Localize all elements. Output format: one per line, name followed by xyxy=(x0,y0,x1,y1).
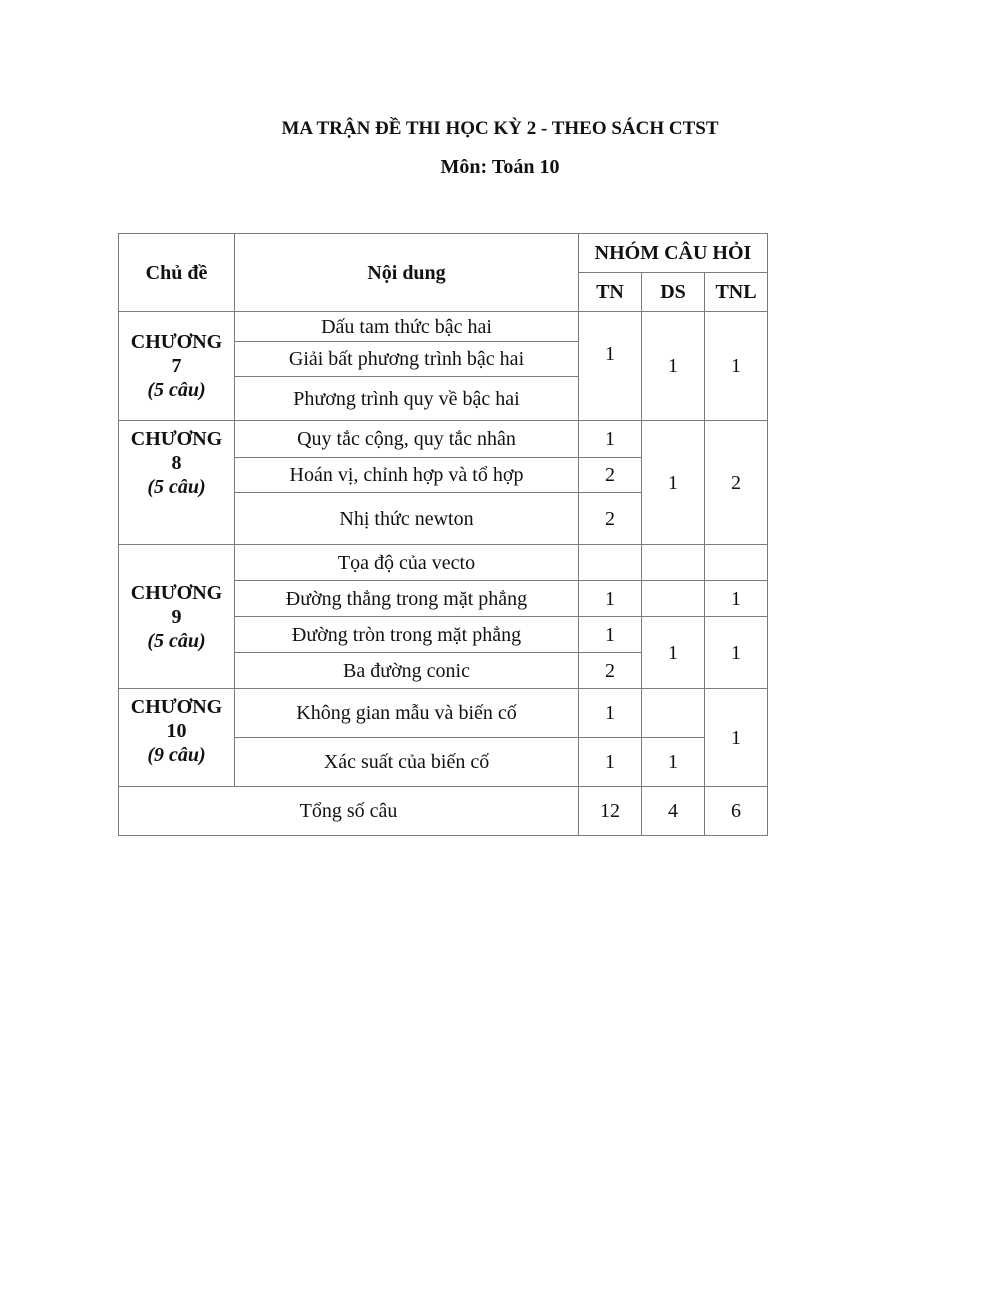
document-title: MA TRẬN ĐỀ THI HỌC KỲ 2 - THEO SÁCH CTST xyxy=(281,118,719,139)
chapter-name: CHƯƠNG xyxy=(130,696,223,718)
tn-cell: 2 xyxy=(579,458,642,493)
content-cell: Đường thẳng trong mặt phẳng xyxy=(235,581,579,617)
tn-cell: 1 xyxy=(579,581,642,617)
tnl-cell xyxy=(705,545,768,581)
chapter-name: CHƯƠNG xyxy=(130,331,223,353)
ds-cell: 1 xyxy=(642,738,705,787)
tn-cell: 1 xyxy=(579,738,642,787)
chapter-question-count: (5 câu) xyxy=(147,629,206,652)
content-cell: Nhị thức newton xyxy=(235,493,579,545)
total-label: Tổng số câu xyxy=(119,787,579,836)
tn-cell: 1 xyxy=(579,421,642,458)
tnl-cell: 1 xyxy=(705,617,768,689)
chapter-number: 10 xyxy=(166,720,187,742)
tnl-cell: 2 xyxy=(705,421,768,545)
content-cell: Không gian mẫu và biến cố xyxy=(235,689,579,738)
chapter-question-count: (5 câu) xyxy=(147,379,206,401)
tnl-cell: 1 xyxy=(705,312,768,421)
tn-cell: 1 xyxy=(579,312,642,421)
exam-matrix-table xyxy=(118,233,768,836)
content-cell: Quy tắc cộng, quy tắc nhân xyxy=(235,421,579,458)
total-ds: 4 xyxy=(642,787,705,836)
chapter-number: 9 xyxy=(171,605,182,628)
table-row xyxy=(119,421,768,458)
content-cell: Dấu tam thức bậc hai xyxy=(235,312,579,342)
table-row xyxy=(119,312,768,342)
content-cell: Hoán vị, chỉnh hợp và tổ hợp xyxy=(235,458,579,493)
tn-cell: 1 xyxy=(579,617,642,653)
content-cell: Đường tròn trong mặt phẳng xyxy=(235,617,579,653)
header-row xyxy=(119,234,768,273)
chapter-number: 8 xyxy=(171,452,182,474)
total-tn: 12 xyxy=(579,787,642,836)
ds-cell xyxy=(642,545,705,581)
chapter-name: CHƯƠNG xyxy=(130,581,223,604)
content-cell: Giải bất phương trình bậc hai xyxy=(235,342,579,377)
chapter-8-cell xyxy=(119,421,235,545)
chapter-10-cell xyxy=(119,689,235,787)
tn-cell: 2 xyxy=(579,653,642,689)
tn-cell: 1 xyxy=(579,689,642,738)
ds-cell xyxy=(642,689,705,738)
tnl-cell: 1 xyxy=(705,689,768,787)
chapter-question-count: (9 câu) xyxy=(147,744,206,766)
table-row xyxy=(119,689,768,738)
ds-cell: 1 xyxy=(642,312,705,421)
content-cell: Tọa độ của vecto xyxy=(235,545,579,581)
ds-cell: 1 xyxy=(642,421,705,545)
header-tn: TN xyxy=(579,273,642,312)
ds-cell: 1 xyxy=(642,617,705,689)
total-row xyxy=(119,787,768,836)
chapter-number: 7 xyxy=(171,355,182,377)
tn-cell: 2 xyxy=(579,493,642,545)
ds-cell xyxy=(642,581,705,617)
header-tnl: TNL xyxy=(705,273,768,312)
table-row xyxy=(119,545,768,581)
tn-cell xyxy=(579,545,642,581)
chapter-name: CHƯƠNG xyxy=(130,428,223,450)
header-topic: Chủ đề xyxy=(119,234,235,312)
tnl-cell: 1 xyxy=(705,581,768,617)
document-subject: Môn: Toán 10 xyxy=(440,156,560,178)
content-cell: Phương trình quy về bậc hai xyxy=(235,377,579,421)
header-ds: DS xyxy=(642,273,705,312)
total-tnl: 6 xyxy=(705,787,768,836)
header-question-group: NHÓM CÂU HỎI xyxy=(579,234,768,273)
header-content: Nội dung xyxy=(235,234,579,312)
content-cell: Ba đường conic xyxy=(235,653,579,689)
content-cell: Xác suất của biến cố xyxy=(235,738,579,787)
chapter-question-count: (5 câu) xyxy=(147,476,206,498)
chapter-9-cell xyxy=(119,545,235,689)
chapter-7-cell xyxy=(119,312,235,421)
